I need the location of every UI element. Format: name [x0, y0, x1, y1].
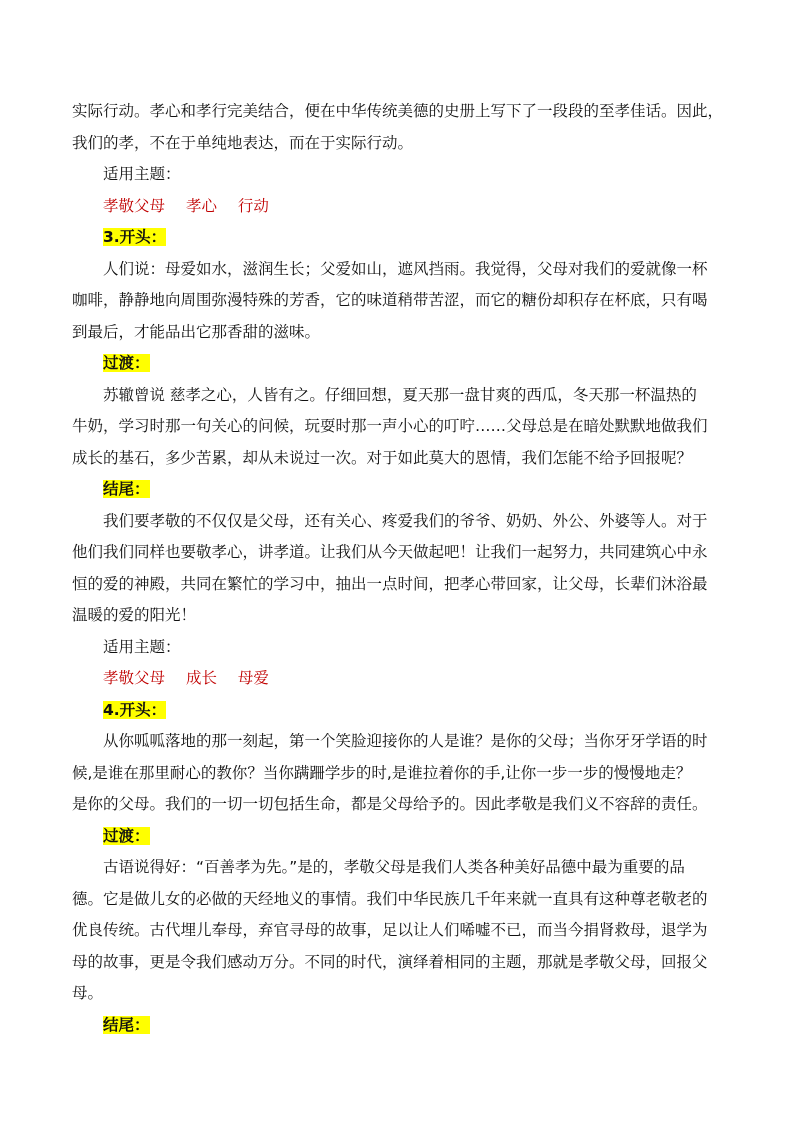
ending-header: 结尾：: [103, 480, 150, 498]
section-header: [72, 348, 732, 380]
section-header: [72, 222, 732, 254]
theme-tag: 孝心: [185, 196, 217, 215]
transition-header: 过渡：: [103, 826, 150, 845]
transition-paragraph: [72, 852, 732, 1010]
theme-tags: [72, 663, 732, 695]
text-line: 牛奶，学习时那一句关心的问候，玩耍时那一声小心的叮咛……父母总是在暗处默默地做我们: [72, 417, 708, 435]
text-line: 是你的父母。我们的一切一切包括生命，都是父母给予的。因此孝敬是我们义不容辞的责任。: [72, 795, 708, 813]
text-line: 实际行动。孝心和孝行完美结合，便在中华传统美德的史册上写下了一段段的至孝佳话。因此，: [72, 102, 724, 120]
text-line: 母的故事，更是令我们感动万分。不同的时代，演绎着相同的主题，那就是孝敬父母，回报父: [72, 952, 708, 971]
ending-paragraph: [72, 506, 732, 632]
text-line: 我们要孝敬的不仅仅是父母，还有关心、疼爱我们的爷爷、奶奶、外公、外婆等人。对于: [103, 511, 708, 530]
paragraph-continued: [72, 96, 732, 159]
text-line: 古语说得好：“百善孝为先。”是的，孝敬父母是我们人类各种美好品德中最为重要的品: [103, 858, 685, 876]
opening-header: 3.开头：: [103, 228, 167, 246]
text-line: 优良传统。古代埋儿奉母，弃官寻母的故事，足以让人们唏嘘不已，而当今捐肾救母，退学为: [72, 921, 708, 939]
section-header: [72, 695, 732, 727]
theme-tag: 行动: [237, 196, 269, 215]
section-header: [72, 1010, 732, 1042]
theme-label: 适用主题：: [103, 165, 181, 183]
theme-tag: 成长: [185, 669, 217, 687]
document-body: [72, 96, 732, 1041]
text-line: 母。: [72, 984, 104, 1002]
opening-header: 4.开头：: [103, 700, 167, 719]
opening-paragraph: [72, 254, 732, 349]
text-line: 人们说：母爱如水，滋润生长；父爱如山，遮风挡雨。我觉得，父母对我们的爱就像一杯: [103, 259, 708, 278]
text-line: 候,是谁在那里耐心的教你？当你蹒跚学步的时,是谁拉着你的手,让你一步一步的慢慢地走？: [72, 763, 692, 782]
text-line: 我们的孝，不在于单纯地表达，而在于实际行动。: [72, 133, 414, 152]
theme-label: 适用主题：: [103, 637, 181, 656]
section-header: [72, 474, 732, 506]
text-line: 到最后，才能品出它那香甜的滋味。: [72, 322, 321, 341]
opening-paragraph: [72, 726, 732, 821]
theme-tag: 孝敬父母: [103, 196, 166, 215]
text-line: 咖啡，静静地向周围弥漫特殊的芳香，它的味道稍带苦涩，而它的糖份却积存在杯底，只有喝: [72, 291, 708, 309]
transition-header: 过渡：: [103, 354, 150, 372]
text-line: 他们我们同样也要敬孝心，讲孝道。让我们从今天做起吧！让我们一起努力，共同建筑心中永: [72, 543, 708, 561]
ending-header: 结尾：: [103, 1015, 150, 1034]
text-line: 德。它是做儿女的必做的天经地义的事情。我们中华民族几千年来就一直具有这种尊老敬老的: [72, 889, 708, 908]
text-line: 成长的基石，多少苦累，却从未说过一次。对于如此莫大的恩情，我们怎能不给予回报呢？: [72, 448, 693, 467]
section-header: [72, 821, 732, 853]
text-line: 苏辙曾说 慈孝之心，人皆有之。仔细回想，夏天那一盘甘爽的西瓜，冬天那一杯温热的: [103, 385, 697, 404]
transition-paragraph: [72, 380, 732, 475]
theme-tag: 孝敬父母: [103, 669, 166, 687]
theme-tags: [72, 191, 732, 223]
theme-tag: 母爱: [237, 669, 269, 687]
text-line: 从你呱呱落地的那一刻起，第一个笑脸迎接你的人是谁？是你的父母；当你牙牙学语的时: [103, 732, 708, 750]
text-line: 温暖的爱的阳光！: [72, 606, 197, 624]
text-line: 恒的爱的神殿，共同在繁忙的学习中，抽出一点时间，把孝心带回家，让父母，长辈们沐浴最: [72, 574, 708, 593]
